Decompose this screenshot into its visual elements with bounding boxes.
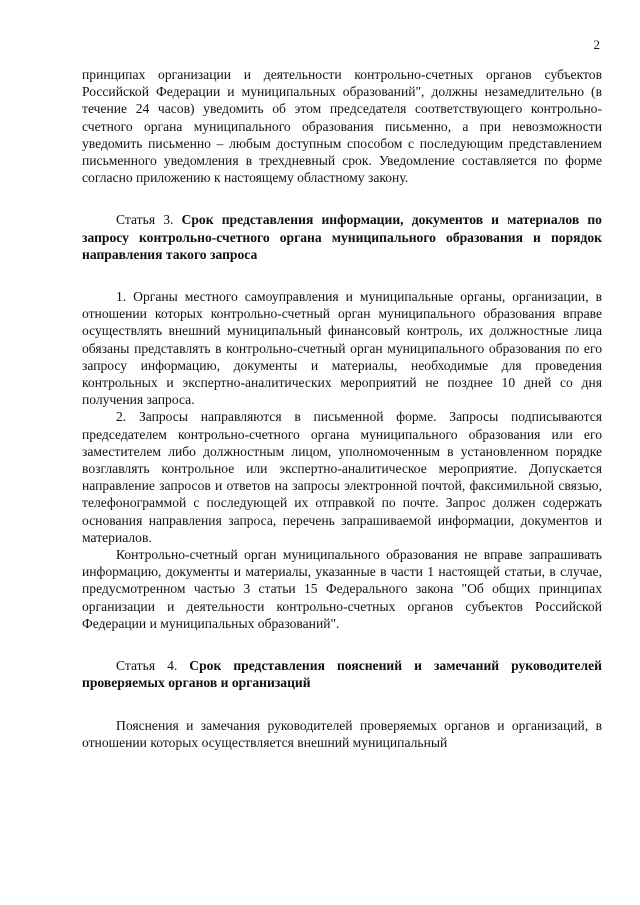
article-3-heading	[82, 211, 602, 263]
article-4-title: Срок представления пояснений и замечаний руководителей проверяемых органов и организаций	[82, 658, 602, 691]
document-body	[82, 66, 602, 751]
article-3-title: Срок представления информации, документов и материалов по запросу контрольно-счетного органа муниципального образования и порядок направления такого запроса	[82, 212, 602, 262]
article-3-paragraph-2: 2. Запросы направляются в письменной форме. Запросы подписываются председателем контрольно-счетного органа муниципального образования или его заместителем либо должностным лицом, уполномоченным в установленном порядке возглавлять контрольное или экспертно-аналитическое мероприятие. Допускается направление запросов и ответов на запросы электронной почтой, факсимильной связью, телефонограммой с последующей их отправкой по почте. Запрос должен содержать основания направления запроса, перечень запрашиваемой информации, документов и материалов.	[82, 409, 602, 545]
article-4-label: Статья 4.	[116, 658, 178, 674]
intro-paragraph: принципах организации и деятельности контрольно-счетных органов субъектов Российской Федерации и муниципальных образований", должны незамедлительно (в течение 24 часов) уведомить об этом председателя соответствующего контрольно-счетного органа муниципального образования письменно, а при невозможности уведомить письменно – любым доступным способом с последующим представлением письменного уведомления в трехдневный срок. Уведомление составляется по форме согласно приложению к настоящему областному закону.	[82, 67, 602, 186]
article-3-paragraph-1: 1. Органы местного самоуправления и муниципальные органы, организации, в отношении которых контрольно-счетный орган муниципального образования вправе осуществлять внешний муниципальный финансовый контроль, их должностные лица обязаны представлять в контрольно-счетный орган муниципального образования по его запросу информацию, документы и материалы, необходимые для проведения контрольных и экспертно-аналитических мероприятий не позднее 10 дней со дня получения запроса.	[82, 289, 602, 408]
article-4-heading	[82, 657, 602, 691]
article-3-paragraph-3: Контрольно-счетный орган муниципального образования не вправе запрашивать информацию, документы и материалы, указанные в части 1 настоящей статьи, в случае, предусмотренном частью 3 статьи 15 Федерального закона "Об общих принципах организации и деятельности контрольно-счетных органов субъектов Российской Федерации и муниципальных образований".	[82, 547, 602, 631]
article-3-label: Статья 3.	[116, 212, 174, 228]
article-4-paragraph-1: Пояснения и замечания руководителей проверяемых органов и организаций, в отношении которых осуществляется внешний муниципальный	[82, 717, 602, 750]
page-number: 2	[593, 37, 600, 52]
